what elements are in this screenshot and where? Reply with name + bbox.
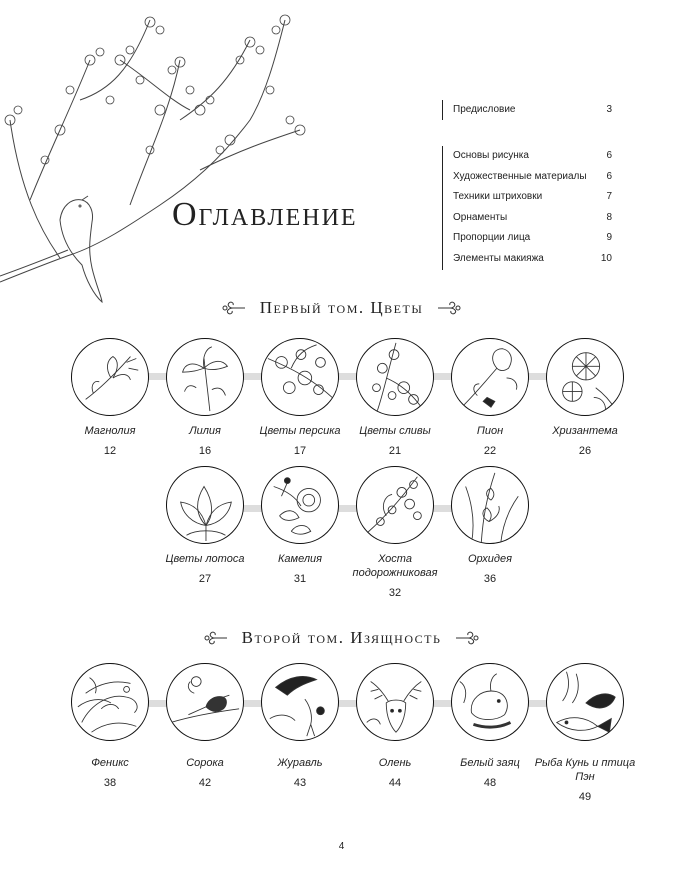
- toc-entry[interactable]: [453, 228, 612, 249]
- white-hare-icon[interactable]: [451, 663, 529, 741]
- item-page-number: 43: [293, 777, 307, 789]
- toc-entry-page: 6: [606, 150, 612, 161]
- item-page-number: 42: [198, 777, 212, 789]
- toc-entry-label: Орнаменты: [453, 211, 508, 223]
- toc-entry-label: Элементы макияжа: [453, 252, 544, 264]
- page-title: Оглавление: [172, 196, 358, 233]
- toc-entry[interactable]: [453, 249, 612, 270]
- camellia-icon[interactable]: [261, 466, 339, 544]
- toc-entry-page: 6: [606, 170, 612, 182]
- toc-entry-page: 3: [606, 104, 612, 115]
- peony-icon[interactable]: [451, 338, 529, 416]
- section-title: Второй том. Изящность: [241, 628, 442, 647]
- page-number: 4: [338, 841, 345, 852]
- lotus-icon[interactable]: [166, 466, 244, 544]
- item-caption: Цветы сливы: [359, 425, 431, 437]
- chrysanthemum-icon[interactable]: [546, 338, 624, 416]
- item-page-number: 48: [483, 777, 497, 789]
- item-page-number: 21: [388, 445, 402, 457]
- intro-toc: [442, 100, 612, 270]
- orchid-icon[interactable]: [451, 466, 529, 544]
- item-caption: Цветы персика: [259, 425, 341, 437]
- item-caption: Камелия: [277, 553, 323, 565]
- item-caption: Белый заяц: [460, 757, 520, 769]
- toc-entry[interactable]: [453, 208, 612, 229]
- item-page-number: 17: [293, 445, 307, 457]
- item-page-number: 26: [578, 445, 592, 457]
- hosta-icon[interactable]: [356, 466, 434, 544]
- section-header-volume1: [0, 298, 683, 318]
- item-caption: Магнолия: [84, 425, 136, 437]
- cloud-ornament-left-icon: [221, 301, 247, 315]
- item-caption: Цветы лотоса: [165, 553, 245, 565]
- toc-entry[interactable]: [453, 146, 612, 167]
- item-page-number: 22: [483, 445, 497, 457]
- item-page-number: 31: [293, 573, 307, 585]
- magpie-icon[interactable]: [166, 663, 244, 741]
- toc-entry[interactable]: [453, 100, 612, 121]
- item-caption: Рыба Кунь и птица Пэн: [534, 757, 636, 783]
- item-page-number: 12: [103, 445, 117, 457]
- toc-entry-page: 10: [600, 252, 612, 264]
- deer-icon[interactable]: [356, 663, 434, 741]
- item-page-number: 38: [103, 777, 117, 789]
- kun-fish-peng-bird-icon[interactable]: [546, 663, 624, 741]
- cloud-ornament-left-icon: [203, 631, 229, 645]
- peach-blossom-icon[interactable]: [261, 338, 339, 416]
- toc-entry-page: 9: [606, 232, 612, 244]
- item-page-number: 36: [483, 573, 497, 585]
- toc-entry-page: 8: [606, 211, 612, 223]
- section-header-volume2: [0, 628, 683, 648]
- toc-entry[interactable]: [453, 187, 612, 208]
- item-caption: Пион: [476, 425, 504, 437]
- item-page-number: 16: [198, 445, 212, 457]
- section-title: Первый том. Цветы: [259, 298, 424, 317]
- toc-entry-page: 7: [606, 191, 612, 203]
- magnolia-icon[interactable]: [71, 338, 149, 416]
- toc-group-basics: [442, 146, 612, 270]
- toc-group-preface: [442, 100, 612, 120]
- item-caption: Орхидея: [468, 553, 512, 565]
- lily-icon[interactable]: [166, 338, 244, 416]
- toc-entry-label: Основы рисунка: [453, 150, 529, 161]
- plum-blossom-icon[interactable]: [356, 338, 434, 416]
- toc-entry-label: Предисловие: [453, 104, 516, 115]
- toc-entry-label: Художественные материалы: [453, 170, 587, 182]
- item-page-number: 32: [388, 587, 402, 599]
- item-caption: Сорока: [186, 757, 224, 769]
- item-page-number: 49: [578, 791, 592, 803]
- cloud-ornament-right-icon: [436, 301, 462, 315]
- item-caption: Олень: [378, 757, 412, 769]
- item-page-number: 27: [198, 573, 212, 585]
- crane-icon[interactable]: [261, 663, 339, 741]
- item-caption: Хризантема: [552, 425, 618, 437]
- item-page-number: 44: [388, 777, 402, 789]
- connector-bar: [205, 505, 493, 512]
- phoenix-icon[interactable]: [71, 663, 149, 741]
- blossom-branch-illustration-icon: [0, 0, 360, 310]
- toc-entry[interactable]: [453, 167, 612, 188]
- item-caption: Хоста подорожниковая: [352, 553, 438, 579]
- cloud-ornament-right-icon: [454, 631, 480, 645]
- toc-entry-label: Пропорции лица: [453, 232, 531, 244]
- item-caption: Лилия: [189, 425, 221, 437]
- item-caption: Феникс: [91, 757, 129, 769]
- toc-entry-label: Техники штриховки: [453, 191, 543, 203]
- item-caption: Журавль: [277, 757, 323, 769]
